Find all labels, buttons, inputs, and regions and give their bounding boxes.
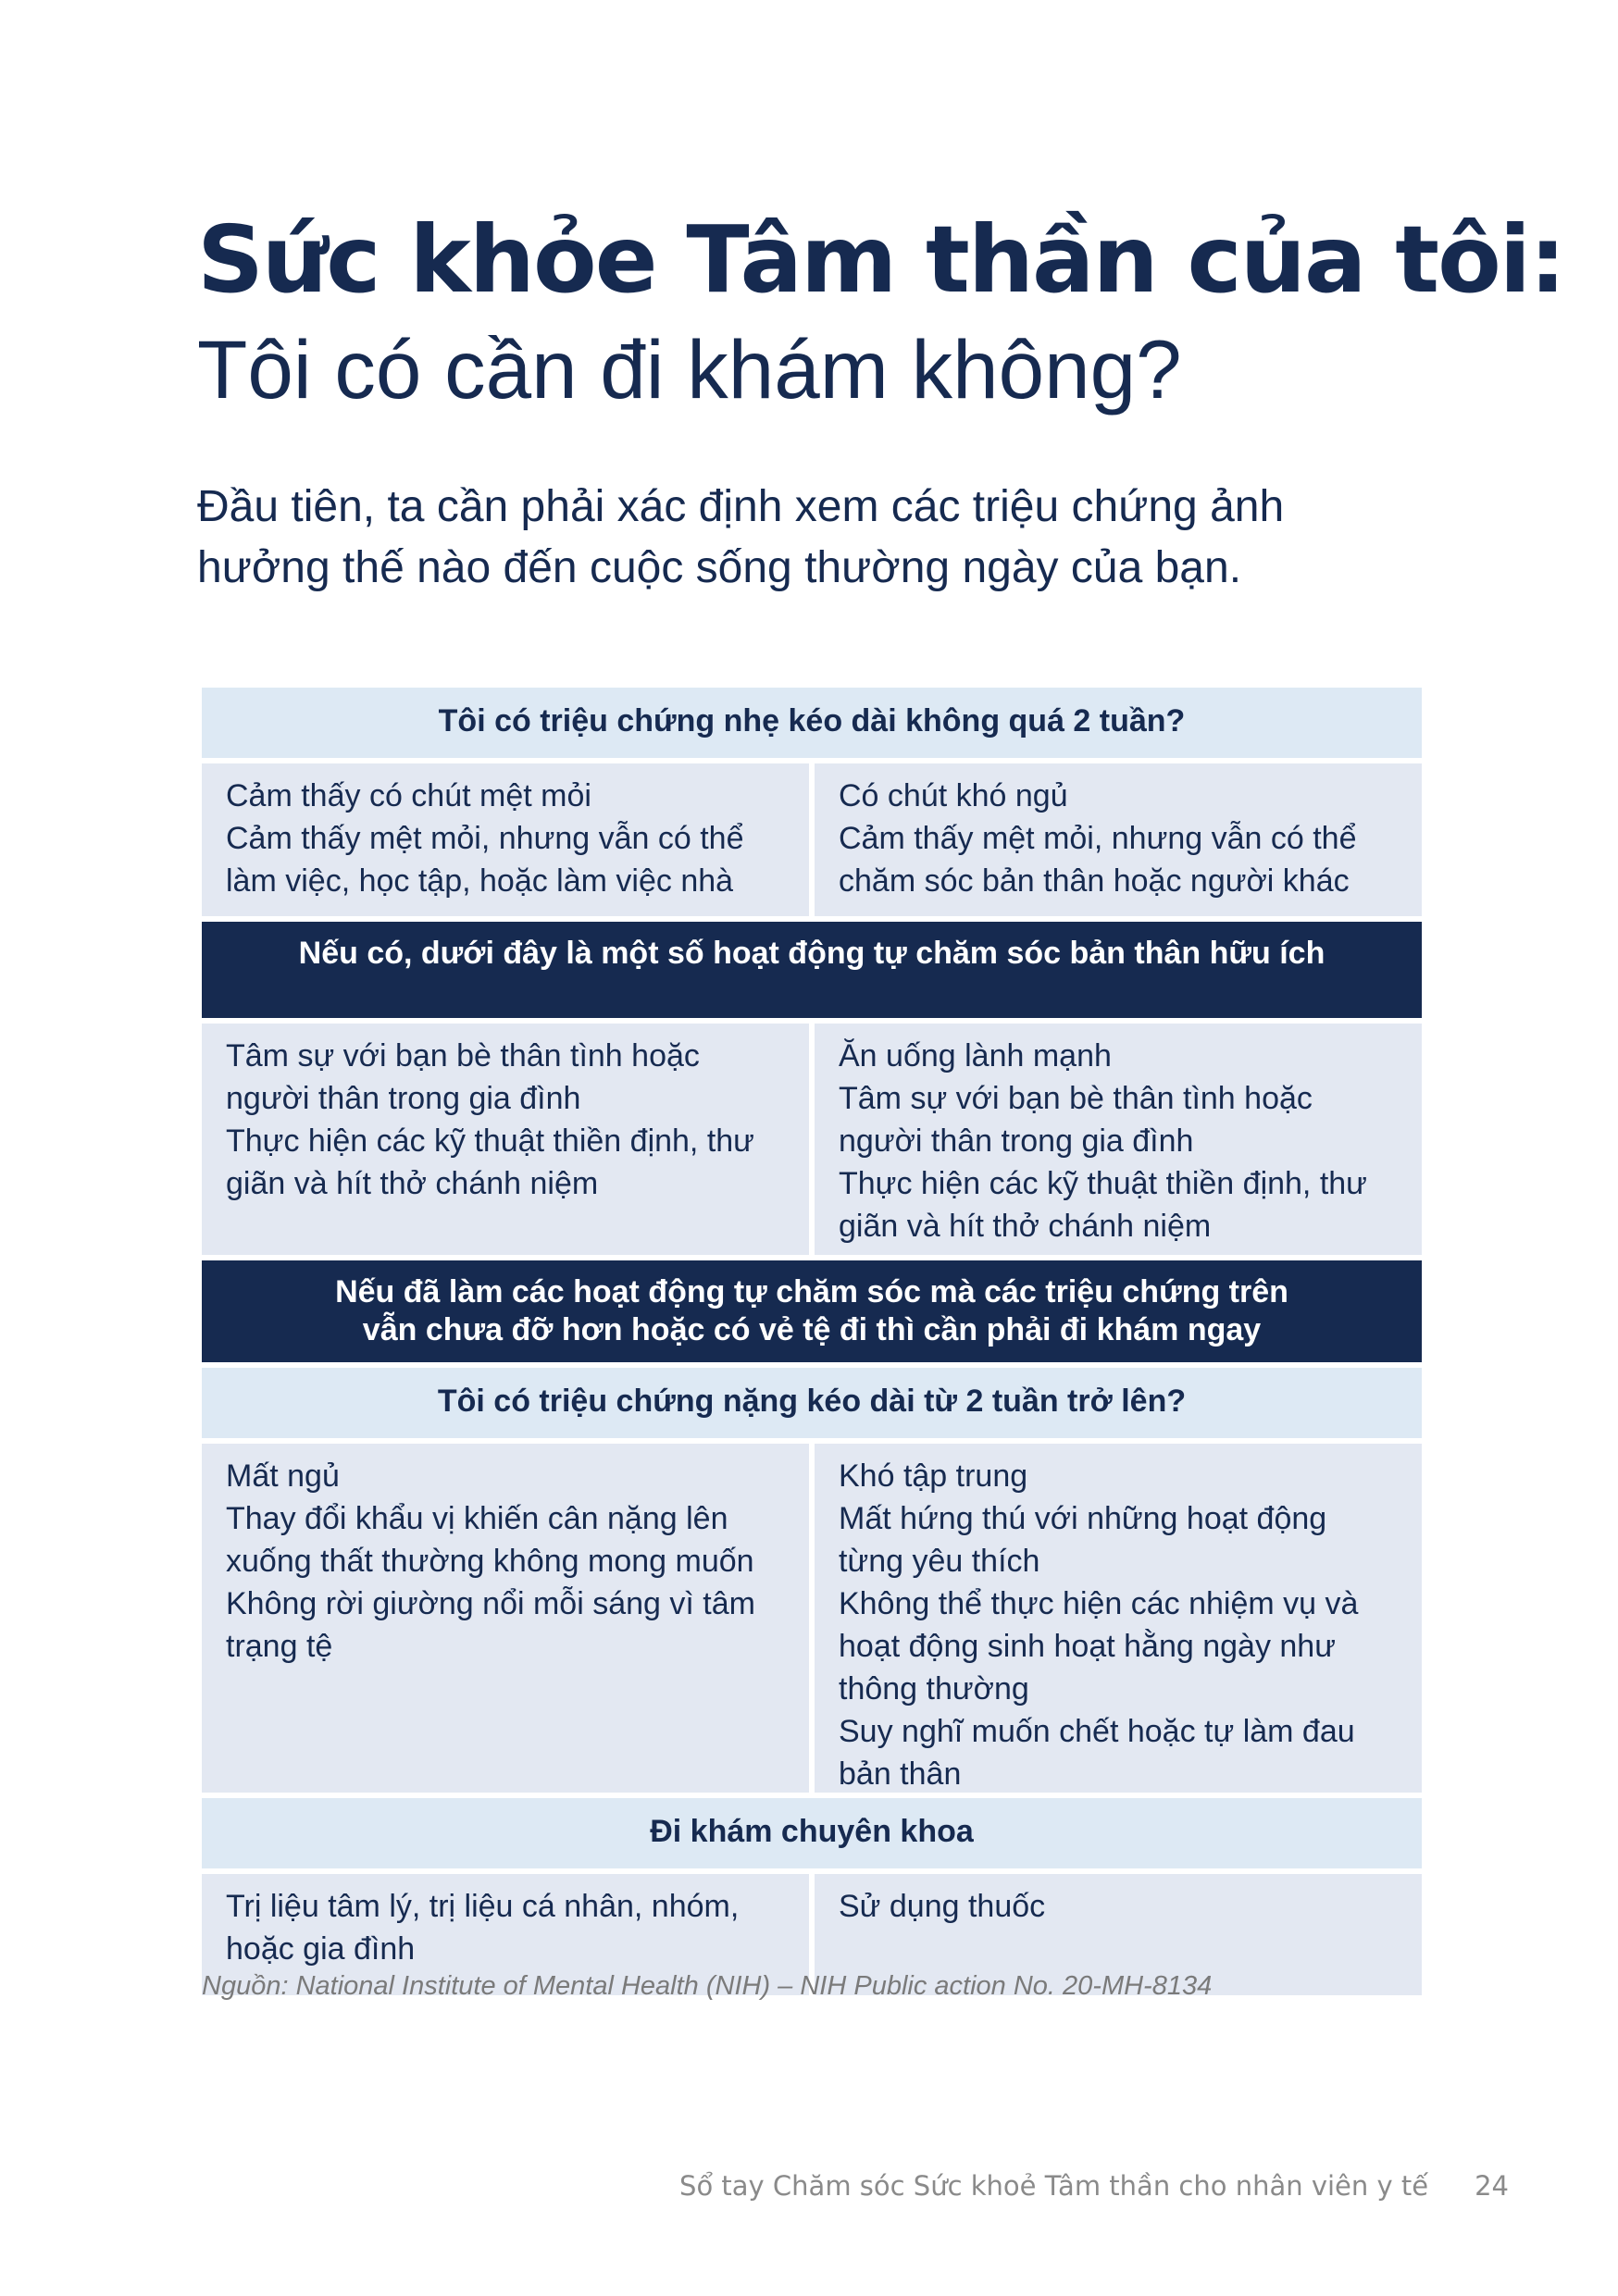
selfcare-left: [202, 1024, 809, 1255]
selfcare-header: Nếu có, dưới đây là một số hoạt động tự chăm sóc bản thân hữu ích: [202, 922, 1422, 1018]
severe-symptom-question: Tôi có triệu chứng nặng kéo dài từ 2 tuần trở lên?: [202, 1368, 1422, 1438]
specialist-header: Đi khám chuyên khoa: [202, 1798, 1422, 1868]
warning-line-2: vẫn chưa đỡ hơn hoặc có vẻ tệ đi thì cần phải đi khám ngay: [362, 1312, 1262, 1347]
list-item: Mất ngủ: [226, 1458, 340, 1494]
page-subtitle: Tôi có cần đi khám không?: [197, 323, 1182, 416]
list-item: Thực hiện các kỹ thuật thiền định, thư giãn và hít thở chánh niệm: [839, 1166, 1367, 1244]
footer-book-title: Sổ tay Chăm sóc Sức khoẻ Tâm thần cho nhân viên y tế: [679, 2170, 1429, 2202]
symptom-guide-table: [202, 688, 1422, 1995]
list-item: Cảm thấy mệt mỏi, nhưng vẫn có thể chăm sóc bản thân hoặc người khác: [839, 821, 1357, 899]
list-item: Trị liệu tâm lý, trị liệu cá nhân, nhóm, hoặc gia đình: [226, 1889, 740, 1967]
list-item: Thực hiện các kỹ thuật thiền định, thư giãn và hít thở chánh niệm: [226, 1123, 754, 1201]
list-item: Cảm thấy có chút mệt mỏi: [226, 778, 591, 813]
page-title: Sức khỏe Tâm thần của tôi:: [197, 205, 1565, 314]
list-item: Có chút khó ngủ: [839, 778, 1068, 813]
severe-symptoms-left: [202, 1444, 809, 1793]
list-item: Khó tập trung: [839, 1458, 1028, 1494]
source-citation: Nguồn: National Institute of Mental Health (NIH) – NIH Public action No. 20-MH-8134: [202, 1971, 1213, 2001]
list-item: Sử dụng thuốc: [839, 1889, 1046, 1924]
selfcare-right: [815, 1024, 1422, 1255]
list-item: Thay đổi khẩu vị khiến cân nặng lên xuống thất thường không mong muốn: [226, 1501, 754, 1579]
list-item: Cảm thấy mệt mỏi, nhưng vẫn có thể làm việc, học tập, hoặc làm việc nhà: [226, 821, 744, 899]
page-number: 24: [1475, 2170, 1509, 2202]
list-item: Mất hứng thú với những hoạt động từng yêu thích: [839, 1501, 1327, 1579]
list-item: Tâm sự với bạn bè thân tình hoặc người thân trong gia đình: [839, 1081, 1313, 1159]
list-item: Không rời giường nổi mỗi sáng vì tâm trạng tệ: [226, 1586, 755, 1664]
intro-paragraph: Đầu tiên, ta cần phải xác định xem các triệu chứng ảnh hưởng thế nào đến cuộc sống thường ngày của bạn.: [197, 482, 1285, 592]
list-item: Suy nghĩ muốn chết hoặc tự làm đau bản thân: [839, 1714, 1355, 1792]
list-item: Tâm sự với bạn bè thân tình hoặc người thân trong gia đình: [226, 1038, 700, 1116]
list-item: Ăn uống lành mạnh: [839, 1038, 1112, 1074]
mild-symptoms-left: [202, 763, 809, 916]
mild-symptom-question: Tôi có triệu chứng nhẹ kéo dài không quá 2 tuần?: [202, 688, 1422, 758]
mild-symptoms-right: [815, 763, 1422, 916]
list-item: Không thể thực hiện các nhiệm vụ và hoạt động sinh hoạt hằng ngày như thông thường: [839, 1586, 1359, 1706]
warning-line-1: Nếu đã làm các hoạt động tự chăm sóc mà các triệu chứng trên: [335, 1274, 1288, 1309]
severe-symptoms-right: [815, 1444, 1422, 1793]
warning-header: [202, 1260, 1422, 1362]
page-footer: [679, 2170, 1509, 2202]
